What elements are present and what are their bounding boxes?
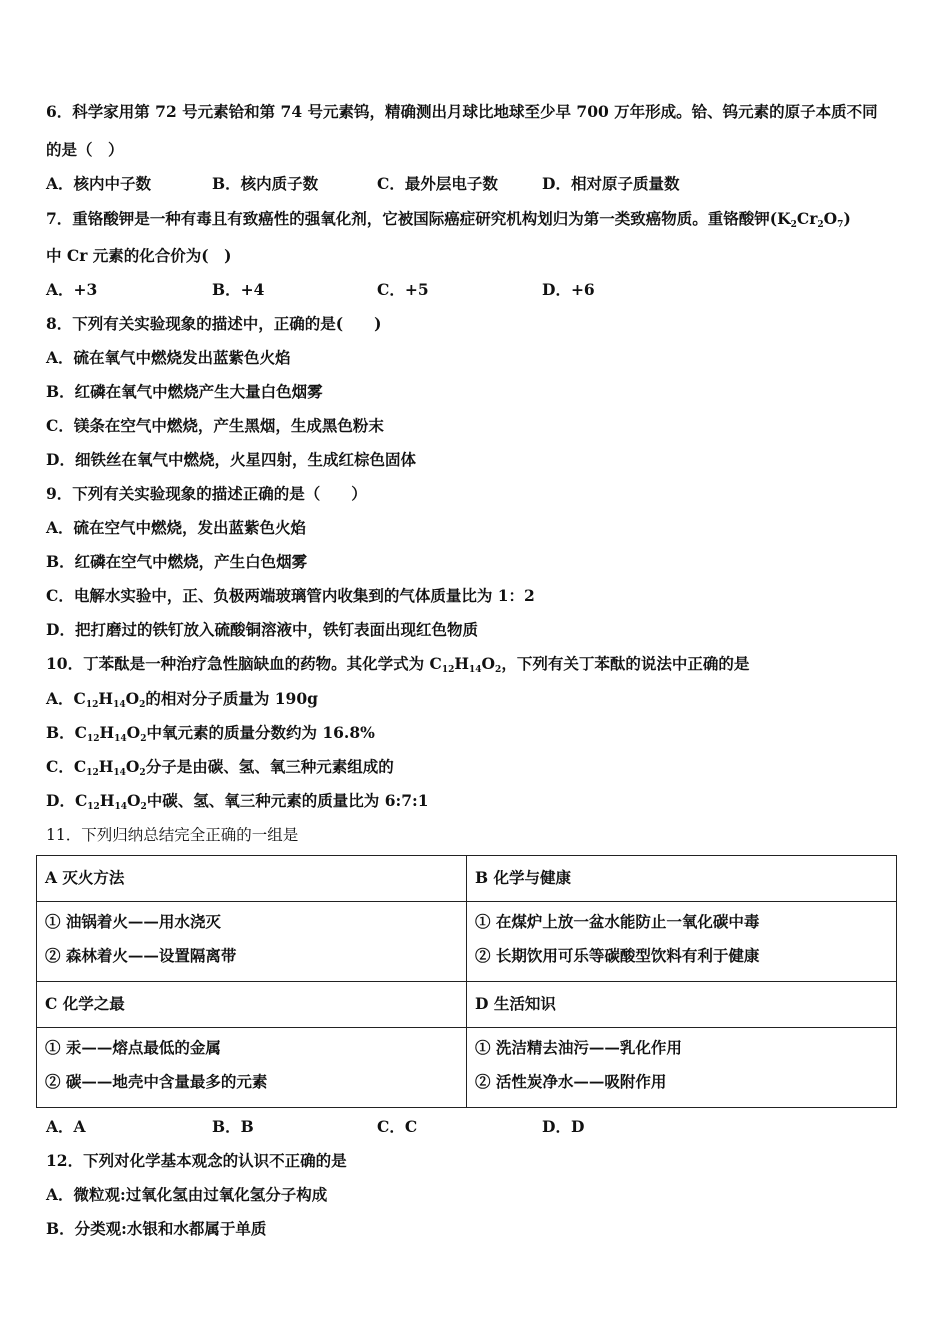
q11-option-b: B．B <box>212 1117 254 1136</box>
q9-option-d: D．把打磨过的铁钉放入硫酸铜溶液中，铁钉表面出现红色物质 <box>46 620 478 639</box>
q6-option-d: D．相对原子质量数 <box>542 174 680 193</box>
q6-option-b: B．核内质子数 <box>212 174 319 193</box>
q6-option-c: C．最外层电子数 <box>377 174 498 193</box>
table-cell-b-title: B 化学与健康 <box>467 856 897 902</box>
q9-stem: 9．下列有关实验现象的描述正确的是（ ） <box>46 484 367 503</box>
q12-stem: 12．下列对化学基本观念的认识不正确的是 <box>46 1151 347 1170</box>
q10-option-a: A．$C_{12}H_{14}O_2$的相对分子质量为 190g <box>46 689 318 710</box>
q9-option-c: C．电解水实验中，正、负极两端玻璃管内收集到的气体质量比为 1：2 <box>46 586 535 605</box>
q6-stem-line1: 6．科学家用第 72 号元素铪和第 74 号元素钨，精确测出月球比地球至少早 700 万年形成。铪、钨元素的原子本质不同 <box>46 102 878 121</box>
q7-option-b: B．+4 <box>212 280 265 299</box>
q9-option-a: A．硫在空气中燃烧，发出蓝紫色火焰 <box>46 518 307 537</box>
q11-summary-table <box>36 855 897 1108</box>
q12-option-b: B．分类观:水银和水都属于单质 <box>46 1219 267 1238</box>
q7-option-a: A．+3 <box>46 280 98 299</box>
q7-option-c: C．+5 <box>377 280 429 299</box>
q10-option-d: D．$C_{12}H_{14}O_2$中碳、氢、氧三种元素的质量比为 6:7:1 <box>46 791 429 812</box>
q10-option-b: B．$C_{12}H_{14}O_2$中氧元素的质量分数约为 16.8% <box>46 723 375 744</box>
table-cell-d-title: D 生活知识 <box>467 982 897 1028</box>
table-cell-c-title: C 化学之最 <box>37 982 467 1028</box>
q12-option-a: A．微粒观:过氧化氢由过氧化氢分子构成 <box>46 1185 328 1204</box>
table-cell-a-title: A 灭火方法 <box>37 856 467 902</box>
q11-option-d: D．D <box>542 1117 585 1136</box>
q9-option-b: B．红磷在空气中燃烧，产生白色烟雾 <box>46 552 308 571</box>
table-cell-a-content: ① 油锅着火——用水浇灭 ② 森林着火——设置隔离带 <box>37 902 467 982</box>
table-cell-b-content: ① 在煤炉上放一盆水能防止一氧化碳中毒 ② 长期饮用可乐等碳酸型饮料有利于健康 <box>467 902 897 982</box>
q8-option-c: C．镁条在空气中燃烧，产生黑烟，生成黑色粉末 <box>46 416 384 435</box>
q7-stem-line2: 中 Cr 元素的化合价为( ) <box>46 246 232 265</box>
q8-stem: 8．下列有关实验现象的描述中，正确的是( ) <box>46 314 382 333</box>
table-cell-c-content: ① 汞——熔点最低的金属 ② 碳——地壳中含量最多的元素 <box>37 1028 467 1108</box>
q10-option-c: C．$C_{12}H_{14}O_2$分子是由碳、氢、氧三种元素组成的 <box>46 757 394 778</box>
q11-option-c: C．C <box>377 1117 418 1136</box>
q8-option-d: D．细铁丝在氧气中燃烧，火星四射，生成红棕色固体 <box>46 450 416 469</box>
q8-option-a: A．硫在氧气中燃烧发出蓝紫色火焰 <box>46 348 291 367</box>
q6-stem-line2: 的是（ ） <box>46 140 124 159</box>
table-cell-d-content: ① 洗洁精去油污——乳化作用 ② 活性炭净水——吸附作用 <box>467 1028 897 1108</box>
q7-option-d: D．+6 <box>542 280 595 299</box>
q11-stem: 11．下列归纳总结完全正确的一组是 <box>46 826 299 844</box>
q6-option-a: A．核内中子数 <box>46 174 152 193</box>
q10-stem: 10．丁苯酞是一种治疗急性脑缺血的药物。其化学式为 $C_{12}H_{14}O_2$，下列有关丁苯酞的说法中正确的是 <box>46 654 750 675</box>
q7-stem-line1: 7．重铬酸钾是一种有毒且有致癌性的强氧化剂，它被国际癌症研究机构划归为第一类致癌物质。重铬酸钾$(K_2Cr_2O_7)$ <box>46 209 851 230</box>
q11-option-a: A．A <box>46 1117 86 1136</box>
q8-option-b: B．红磷在氧气中燃烧产生大量白色烟雾 <box>46 382 323 401</box>
